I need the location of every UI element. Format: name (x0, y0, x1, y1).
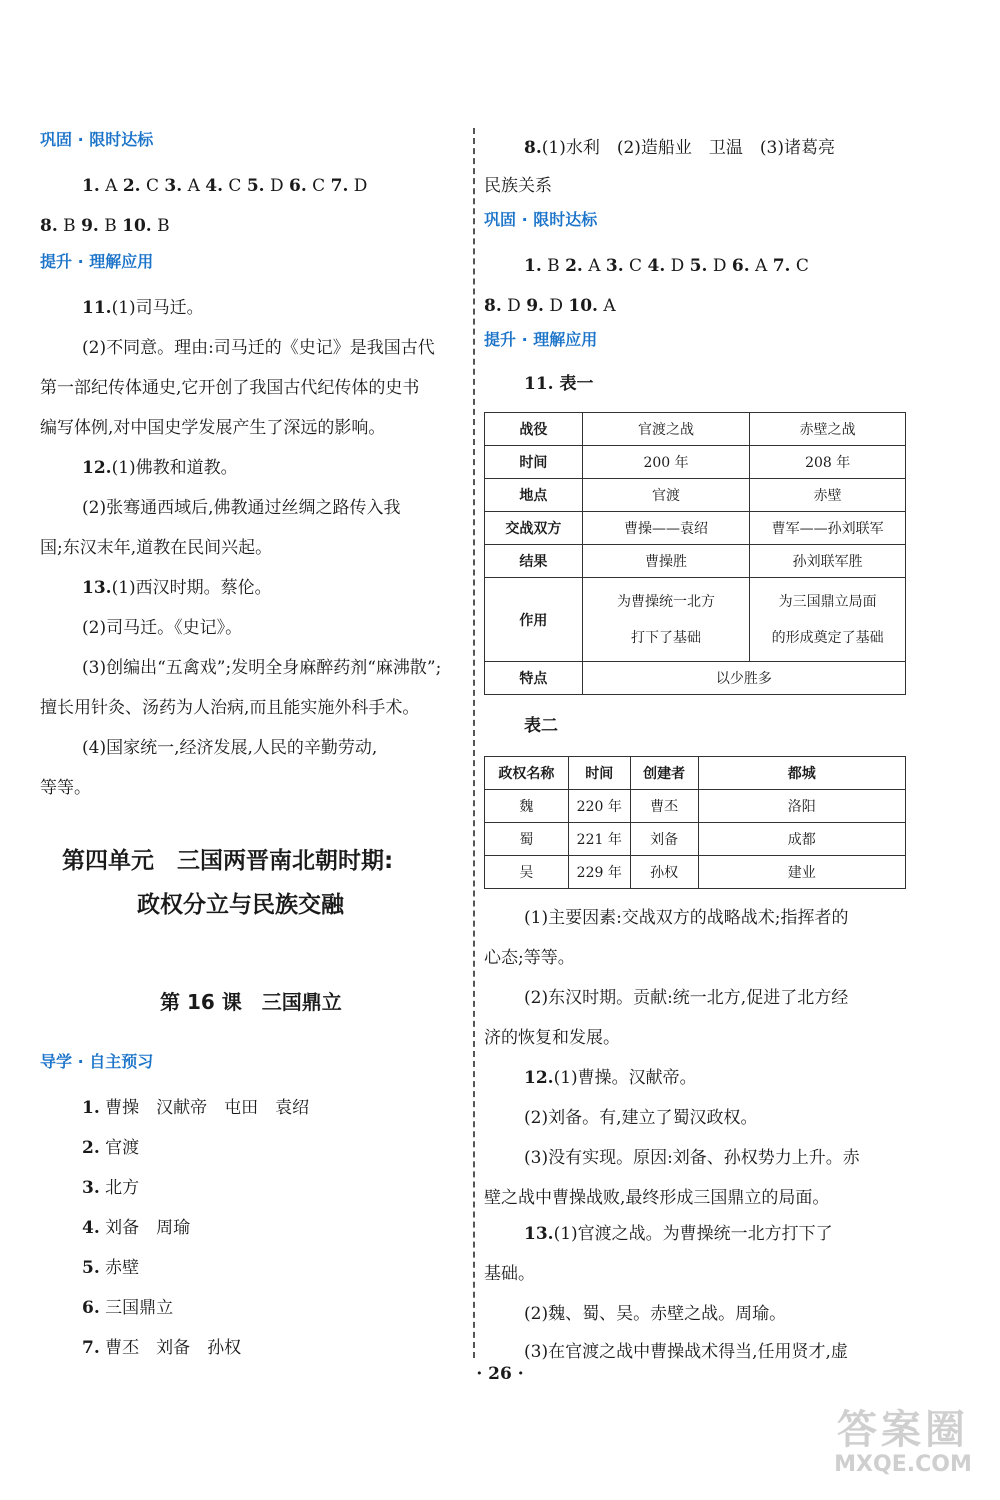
table-cell: 208 年 (750, 446, 906, 479)
q-num: 2. (565, 256, 583, 276)
q-num: 11. (82, 298, 112, 318)
list-item (82, 1336, 241, 1360)
watermark-text: 答案圈 (837, 1407, 969, 1453)
table-cell: 蜀 (485, 823, 569, 856)
answer: C (140, 176, 165, 196)
q-num: 3. (82, 1178, 100, 1198)
regimes-table (484, 756, 906, 889)
table-header-cell: 创建者 (630, 757, 698, 790)
q-num: 3. (164, 176, 183, 196)
q-num: 6. (731, 256, 750, 276)
table-cell: 建业 (698, 856, 905, 889)
q-num: 9. (526, 296, 544, 316)
answer-line: (2)魏、蜀、吴。赤壁之战。周瑜。 (524, 1304, 787, 1324)
answer-text: 三国鼎立 (99, 1298, 174, 1318)
q-num: 8. (484, 296, 502, 316)
table-row-label: 交战双方 (485, 512, 583, 545)
answer: A (749, 256, 773, 276)
answer-text: (1)西汉时期。蔡伦。 (111, 578, 272, 598)
table-cell: 官渡 (582, 479, 750, 512)
answer-text: (1)官渡之战。为曹操统一北方打下了 (553, 1224, 833, 1244)
answer-line: (3)没有实现。原因:刘备、孙权势力上升。赤 (524, 1148, 860, 1168)
mc-answers-row (524, 254, 809, 278)
answer-text: 赤壁 (99, 1258, 140, 1278)
answer-line: (4)国家统一,经济发展,人民的辛勤劳动, (82, 738, 378, 758)
q-num: 7. (82, 1338, 100, 1358)
table-row-label: 结果 (485, 545, 583, 578)
q-num: 1. (82, 176, 100, 196)
answer-line: (2)司马迁。《史记》。 (82, 618, 243, 638)
answer-line (82, 456, 238, 480)
unit-subtitle: 政权分立与民族交融 (137, 892, 344, 918)
table-cell: 刘备 (630, 823, 698, 856)
answer-line: 国;东汉末年,道教在民间兴起。 (40, 538, 273, 558)
answer: D (665, 256, 690, 276)
answer-line: (2)不同意。理由:司马迁的《史记》是我国古代 (82, 338, 435, 358)
answer-text: 官渡 (99, 1138, 140, 1158)
answer-line: (2)东汉时期。贡献:统一北方,促进了北方经 (524, 988, 849, 1008)
table-cell: 魏 (485, 790, 569, 823)
table-row-label: 地点 (485, 479, 583, 512)
answer-line (524, 136, 835, 160)
list-item (82, 1296, 173, 1320)
answer-line: (3)在官渡之战中曹操战术得当,任用贤才,虚 (524, 1342, 848, 1362)
table-cell: 曹军——孙刘联军 (750, 512, 906, 545)
list-item (82, 1216, 190, 1240)
table-header-cell: 时间 (568, 757, 630, 790)
q-num: 4. (647, 256, 666, 276)
table-caption: 表二 (524, 716, 558, 736)
table-cell: 孙权 (630, 856, 698, 889)
answer-line (524, 1222, 833, 1246)
table-cell: 吴 (485, 856, 569, 889)
table-cell: 229 年 (568, 856, 630, 889)
table-cell: 曹操——袁绍 (582, 512, 750, 545)
list-item (82, 1176, 139, 1200)
answer-line (524, 1066, 697, 1090)
answer-text: (1)曹操。汉献帝。 (553, 1068, 697, 1088)
answer: C (306, 176, 331, 196)
table-header-cell: 政权名称 (485, 757, 569, 790)
answer-line: 心态;等等。 (484, 948, 575, 968)
table-cell: 曹丕 (630, 790, 698, 823)
list-item (82, 1256, 139, 1280)
cell-line: 打下了基础 (631, 629, 702, 646)
q-num: 13. (524, 1224, 554, 1244)
answer-line: (3)创编出“五禽戏”;发明全身麻醉药剂“麻沸散”; (82, 658, 442, 678)
q-num: 3. (605, 256, 624, 276)
column-divider (473, 128, 475, 1358)
section-heading: 巩固 · 限时达标 (40, 130, 154, 149)
q-num: 8. (40, 216, 58, 236)
answer-text: 曹操 汉献帝 屯田 袁绍 (99, 1098, 310, 1118)
q-num: 13. (82, 578, 112, 598)
q-num: 6. (289, 176, 307, 196)
q-num: 10. (122, 216, 152, 236)
section-heading: 提升 · 理解应用 (40, 252, 154, 271)
mc-answers-row (40, 214, 170, 238)
q-num: 5. (246, 176, 265, 196)
answer-line: 壁之战中曹操战败,最终形成三国鼎立的局面。 (484, 1188, 830, 1208)
table-cell (582, 578, 750, 662)
q-num: 4. (82, 1218, 100, 1238)
answer: B (541, 256, 566, 276)
table-cell: 成都 (698, 823, 905, 856)
answer: A (597, 296, 616, 316)
q-num: 8. (524, 138, 542, 158)
q-num: 7. (330, 176, 349, 196)
answer: D (348, 176, 368, 196)
answer-text: (1)佛教和道教。 (111, 458, 238, 478)
answer: D (707, 256, 732, 276)
answer-line (82, 296, 204, 320)
table-row-label: 时间 (485, 446, 583, 479)
answer-line: 基础。 (484, 1264, 535, 1284)
q-num: 1. (524, 256, 542, 276)
answer: C (790, 256, 809, 276)
answer: D (543, 296, 569, 316)
answer-line: 等等。 (40, 778, 91, 798)
answer: A (582, 256, 606, 276)
watermark-logo (818, 1408, 988, 1488)
table-caption: 11. 表一 (524, 374, 594, 394)
table-row-label: 作用 (485, 578, 583, 662)
answer: B (98, 216, 123, 236)
answer: A (182, 176, 206, 196)
answer-line: (1)主要因素:交战双方的战略战术;指挥者的 (524, 908, 849, 928)
answer-text: 曹丕 刘备 孙权 (99, 1338, 242, 1358)
answer-text: 刘备 周瑜 (99, 1218, 191, 1238)
answer-line: 济的恢复和发展。 (484, 1028, 620, 1048)
table-cell: 洛阳 (698, 790, 905, 823)
q-num: 9. (81, 216, 99, 236)
section-heading: 提升 · 理解应用 (484, 330, 598, 349)
answer-line: (2)刘备。有,建立了蜀汉政权。 (524, 1108, 758, 1128)
q-num: 5. (689, 256, 708, 276)
answer-line: (2)张骞通西域后,佛教通过丝绸之路传入我 (82, 498, 401, 518)
cell-line: 的形成奠定了基础 (771, 629, 884, 646)
cell-line: 为曹操统一北方 (617, 593, 716, 610)
q-num: 5. (82, 1258, 100, 1278)
q-num: 6. (82, 1298, 100, 1318)
answer: C (223, 176, 247, 196)
answer-line: 第一部纪传体通史,它开创了我国古代纪传体的史书 (40, 378, 420, 398)
answer-line (82, 576, 272, 600)
q-num: 7. (772, 256, 791, 276)
list-item (82, 1136, 139, 1160)
table-row-label: 特点 (485, 662, 583, 695)
watermark-url: MXQE.COM (834, 1452, 972, 1477)
mc-answers-row (82, 174, 367, 198)
answer-text: (1)水利 (2)造船业 卫温 (3)诸葛亮 (541, 138, 835, 158)
table-cell: 200 年 (582, 446, 750, 479)
answer: A (99, 176, 123, 196)
q-num: 12. (524, 1068, 554, 1088)
section-heading: 导学 · 自主预习 (40, 1052, 154, 1071)
answer-line: 编写体例,对中国史学发展产生了深远的影响。 (40, 418, 386, 438)
table-cell: 220 年 (568, 790, 630, 823)
table-cell: 曹操胜 (582, 545, 750, 578)
mc-answers-row (484, 294, 616, 318)
answer: D (501, 296, 527, 316)
table-cell: 赤壁 (750, 479, 906, 512)
q-num: 2. (82, 1138, 100, 1158)
answer-text: 北方 (99, 1178, 140, 1198)
section-heading: 巩固 · 限时达标 (484, 210, 598, 229)
list-item (82, 1096, 309, 1120)
unit-title: 第四单元 三国两晋南北朝时期: (62, 848, 394, 874)
cell-line: 为三国鼎立局面 (778, 593, 877, 610)
q-num: 12. (82, 458, 112, 478)
q-num: 1. (82, 1098, 100, 1118)
page-number: · 26 · (476, 1364, 524, 1384)
table-header-cell: 都城 (698, 757, 905, 790)
answer: D (264, 176, 290, 196)
table-cell: 221 年 (568, 823, 630, 856)
table-cell: 孙刘联军胜 (750, 545, 906, 578)
table-header-cell: 赤壁之战 (750, 413, 906, 446)
answer-text: (1)司马迁。 (111, 298, 204, 318)
answer: C (623, 256, 648, 276)
q-num: 10. (568, 296, 598, 316)
q-num: 4. (205, 176, 224, 196)
answer: B (57, 216, 82, 236)
answer-line: 民族关系 (484, 176, 552, 196)
battles-table (484, 412, 906, 695)
table-header-cell: 战役 (485, 413, 583, 446)
table-cell (750, 578, 906, 662)
q-num: 2. (122, 176, 141, 196)
lesson-title: 第 16 课 三国鼎立 (160, 990, 342, 1014)
table-cell: 以少胜多 (582, 662, 905, 695)
answer-line: 擅长用针灸、汤药为人治病,而且能实施外科手术。 (40, 698, 420, 718)
table-header-cell: 官渡之战 (582, 413, 750, 446)
answer: B (151, 216, 170, 236)
